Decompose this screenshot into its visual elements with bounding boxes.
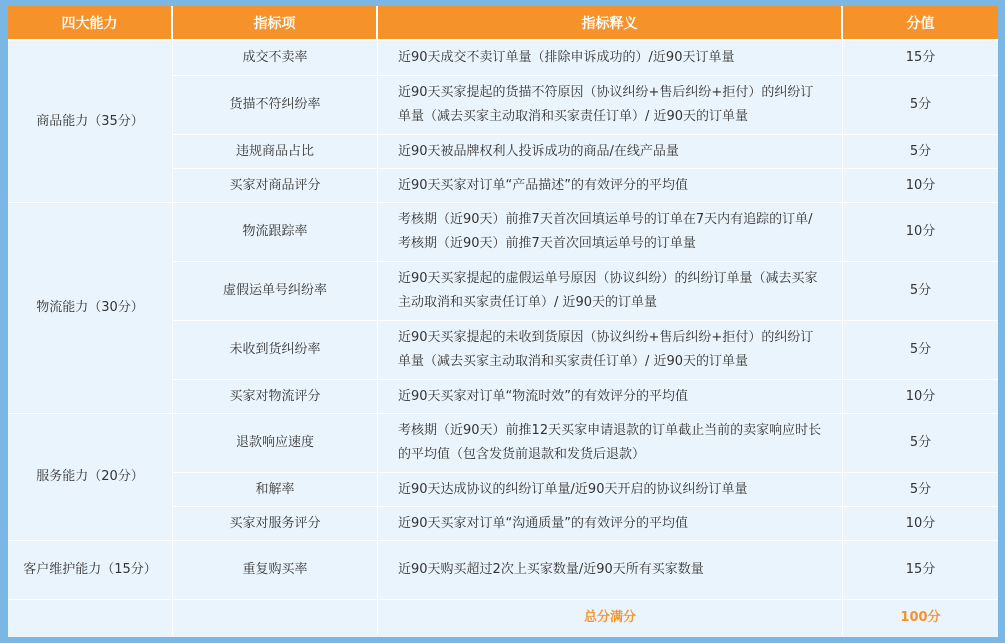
definition-cell: 近90天买家对订单“产品描述”的有效评分的平均值 (378, 169, 843, 203)
table-row (8, 203, 998, 262)
table-header-row (8, 6, 998, 41)
definition-cell: 近90天买家提起的货描不符原因（协议纠纷+售后纠纷+拒付）的纠纷订单量（减去买家主动取消和买家责任订单）/ 近90天的订单量 (378, 76, 843, 135)
table-row (8, 414, 998, 473)
total-empty-cell (173, 600, 378, 635)
definition-cell: 近90天达成协议的纠纷订单量/近90天开启的协议纠纷订单量 (378, 473, 843, 507)
indicator-cell: 重复购买率 (173, 541, 378, 600)
definition-cell: 近90天买家提起的虚假运单号原因（协议纠纷）的纠纷订单量（减去买家主动取消和买家责任订单）/ 近90天的订单量 (378, 262, 843, 321)
indicator-cell: 退款响应速度 (173, 414, 378, 473)
indicator-cell: 买家对物流评分 (173, 380, 378, 414)
indicator-cell: 未收到货纠纷率 (173, 321, 378, 380)
score-cell: 10分 (843, 169, 998, 203)
indicator-cell: 成交不卖率 (173, 41, 378, 76)
score-cell: 5分 (843, 76, 998, 135)
ability-cell-product: 商品能力（35分） (8, 41, 173, 203)
score-table-frame (8, 6, 998, 637)
definition-cell: 近90天买家对订单“物流时效”的有效评分的平均值 (378, 380, 843, 414)
header-score: 分值 (843, 6, 998, 41)
score-cell: 5分 (843, 473, 998, 507)
ability-cell-service: 服务能力（20分） (8, 414, 173, 541)
total-empty-cell (8, 600, 173, 635)
table-row (8, 541, 998, 600)
header-ability: 四大能力 (8, 6, 173, 41)
score-cell: 5分 (843, 321, 998, 380)
score-cell: 15分 (843, 541, 998, 600)
total-score: 100分 (843, 600, 998, 635)
score-cell: 5分 (843, 262, 998, 321)
score-cell: 10分 (843, 380, 998, 414)
ability-cell-logistics: 物流能力（30分） (8, 203, 173, 414)
definition-cell: 近90天成交不卖订单量（排除申诉成功的）/近90天订单量 (378, 41, 843, 76)
definition-cell: 考核期（近90天）前推7天首次回填运单号的订单在7天内有追踪的订单/考核期（近90天）前推7天首次回填运单号的订单量 (378, 203, 843, 262)
score-cell: 5分 (843, 414, 998, 473)
ability-cell-customer: 客户维护能力（15分） (8, 541, 173, 600)
indicator-cell: 买家对商品评分 (173, 169, 378, 203)
definition-cell: 近90天购买超过2次上买家数量/近90天所有买家数量 (378, 541, 843, 600)
total-label: 总分满分 (378, 600, 843, 635)
definition-cell: 考核期（近90天）前推12天买家申请退款的订单截止当前的卖家响应时长的平均值（包含发货前退款和发货后退款） (378, 414, 843, 473)
header-indicator: 指标项 (173, 6, 378, 41)
indicator-cell: 虚假运单号纠纷率 (173, 262, 378, 321)
indicator-cell: 违规商品占比 (173, 135, 378, 169)
indicator-cell: 货描不符纠纷率 (173, 76, 378, 135)
table-row (8, 41, 998, 76)
indicator-cell: 物流跟踪率 (173, 203, 378, 262)
definition-cell: 近90天买家提起的未收到货原因（协议纠纷+售后纠纷+拒付）的纠纷订单量（减去买家主动取消和买家责任订单）/ 近90天的订单量 (378, 321, 843, 380)
score-cell: 5分 (843, 135, 998, 169)
indicator-cell: 买家对服务评分 (173, 507, 378, 541)
definition-cell: 近90天买家对订单“沟通质量”的有效评分的平均值 (378, 507, 843, 541)
score-table (8, 6, 998, 635)
score-cell: 10分 (843, 507, 998, 541)
header-definition: 指标释义 (378, 6, 843, 41)
score-cell: 10分 (843, 203, 998, 262)
indicator-cell: 和解率 (173, 473, 378, 507)
total-row (8, 600, 998, 635)
definition-cell: 近90天被品牌权利人投诉成功的商品/在线产品量 (378, 135, 843, 169)
score-cell: 15分 (843, 41, 998, 76)
